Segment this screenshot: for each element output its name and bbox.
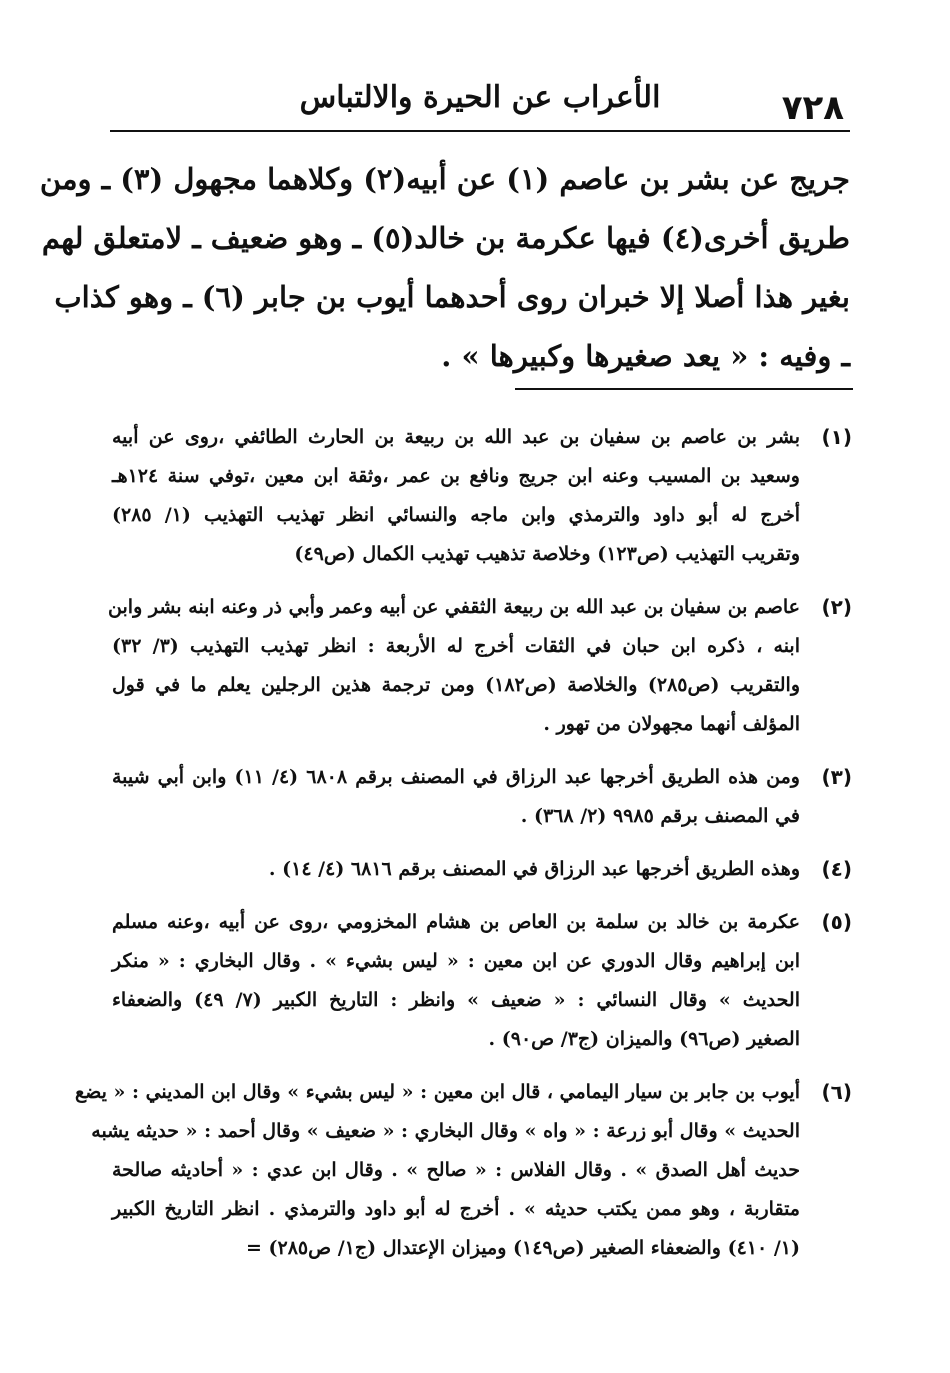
footnote-line: وهذه الطريق أخرجها عبد الرزاق في المصنف برقم ٦٨١٦ (٤/ ١٤) . bbox=[268, 858, 800, 880]
footnote-5 bbox=[112, 903, 852, 1059]
footnote-line: الحديث » وقال أبو زرعة : « واه » وقال البخاري : « ضعيف » وقال أحمد : « حديثه يشبه bbox=[91, 1120, 800, 1142]
main-text bbox=[39, 150, 850, 386]
footnote-line: حديث أهل الصدق » . وقال الفلاس : « صالح » . وقال ابن عدي : « أحاديثه صالحة bbox=[112, 1159, 800, 1181]
footnote-number: (٥) bbox=[821, 910, 852, 934]
footnote-line: بشر بن عاصم بن سفيان بن عبد الله بن ربيعة بن الحارث الطائفي ،روى عن أبيه bbox=[112, 426, 800, 448]
footnote-4 bbox=[112, 850, 852, 889]
footnote-line: ابنه ، ذكره ابن حبان في الثقات أخرج له الأربعة : انظر تهذيب التهذيب (٣/ ٣٢) bbox=[112, 635, 801, 657]
page-header bbox=[110, 70, 850, 132]
header-rule bbox=[110, 130, 850, 132]
footnote-line: عاصم بن سفيان بن عبد الله بن ربيعة الثقفي عن أبيه وعمر وأبي ذر وعنه ابنه بشر وابن bbox=[108, 596, 800, 618]
footnote-line: الصغير (ص٩٦) والميزان (ج٣/ ص٩٠) . bbox=[488, 1028, 800, 1050]
main-text-line: طريق أخرى(٤) فيها عكرمة بن خالد(٥) ـ وهو ضعيف ـ لامتعلق لهم bbox=[41, 221, 850, 255]
footnote-line: الحديث » وقال النسائي : « ضعيف » وانظر : التاريخ الكبير (٧/ ٤٩) والضعفاء bbox=[112, 989, 800, 1011]
footnote-line: ابن إبراهيم وقال الدوري عن ابن معين : « ليس بشيء » . وقال البخاري : « منكر bbox=[112, 950, 800, 972]
footnote-line: المؤلف أنهما مجهولان من تهور . bbox=[543, 713, 800, 735]
footnote-number: (٣) bbox=[821, 765, 852, 789]
main-text-line: جريج عن بشر بن عاصم (١) عن أبيه(٢) وكلاهما مجهول (٣) ـ ومن bbox=[39, 162, 850, 196]
page-number: ٧٢٨ bbox=[781, 88, 844, 128]
footnote-6 bbox=[74, 1073, 852, 1268]
main-text-line: بغير هذا أصلا إلا خبران روى أحدهما أيوب بن جابر (٦) ـ وهو كذاب bbox=[54, 280, 850, 314]
footnote-number: (٦) bbox=[821, 1080, 852, 1104]
footnote-line: (١/ ٤١٠) والضعفاء الصغير (ص١٤٩) وميزان الإعتدال (ج١/ ص٢٨٥) = bbox=[245, 1237, 800, 1259]
footnote-separator bbox=[515, 388, 853, 390]
footnote-3 bbox=[112, 758, 852, 836]
footnote-number: (٤) bbox=[821, 857, 852, 881]
book-title: الأعراب عن الحيرة والالتباس bbox=[299, 80, 661, 115]
footnote-2 bbox=[108, 588, 852, 744]
footnote-line: متقاربة ، وهو ممن يكتب حديثه » . أخرج له أبو داود والترمذي . انظر التاريخ الكبير bbox=[112, 1198, 800, 1220]
footnote-line: عكرمة بن خالد بن سلمة بن العاص بن هشام المخزومي ،روى عن أبيه ،وعنه مسلم bbox=[112, 911, 800, 933]
footnote-line: والتقريب (ص٢٨٥) والخلاصة (ص١٨٢) ومن ترجمة هذين الرجلين يعلم ما في قول bbox=[112, 674, 800, 696]
footnote-number: (١) bbox=[821, 425, 852, 449]
footnote-1 bbox=[112, 418, 852, 574]
footnote-line: وسعيد بن المسيب وعنه ابن جريج ونافع بن عمر ،وثقة ابن معين ،توفي سنة ١٢٤هـ bbox=[112, 465, 800, 487]
footnote-line: أيوب بن جابر بن سيار اليمامي ، قال ابن معين : « ليس بشيء » وقال ابن المديني : « يضع bbox=[74, 1081, 800, 1103]
footnote-line: أخرج له أبو داود والترمذي وابن ماجه والنسائي انظر تهذيب التهذيب (١/ ٢٨٥) bbox=[112, 504, 800, 526]
footnotes-section bbox=[74, 418, 852, 1282]
main-text-line: ـ وفيه : « يعد صغيرها وكبيرها » . bbox=[441, 339, 850, 373]
footnote-number: (٢) bbox=[821, 595, 852, 619]
footnote-line: وتقريب التهذيب (ص١٢٣) وخلاصة تذهيب تهذيب الكمال (ص٤٩) bbox=[294, 543, 800, 565]
footnote-line: في المصنف برقم ٩٩٨٥ (٢/ ٣٦٨) . bbox=[520, 805, 800, 827]
footnote-line: ومن هذه الطريق أخرجها عبد الرزاق في المصنف برقم ٦٨٠٨ (٤/ ١١) وابن أبي شيبة bbox=[112, 766, 800, 788]
